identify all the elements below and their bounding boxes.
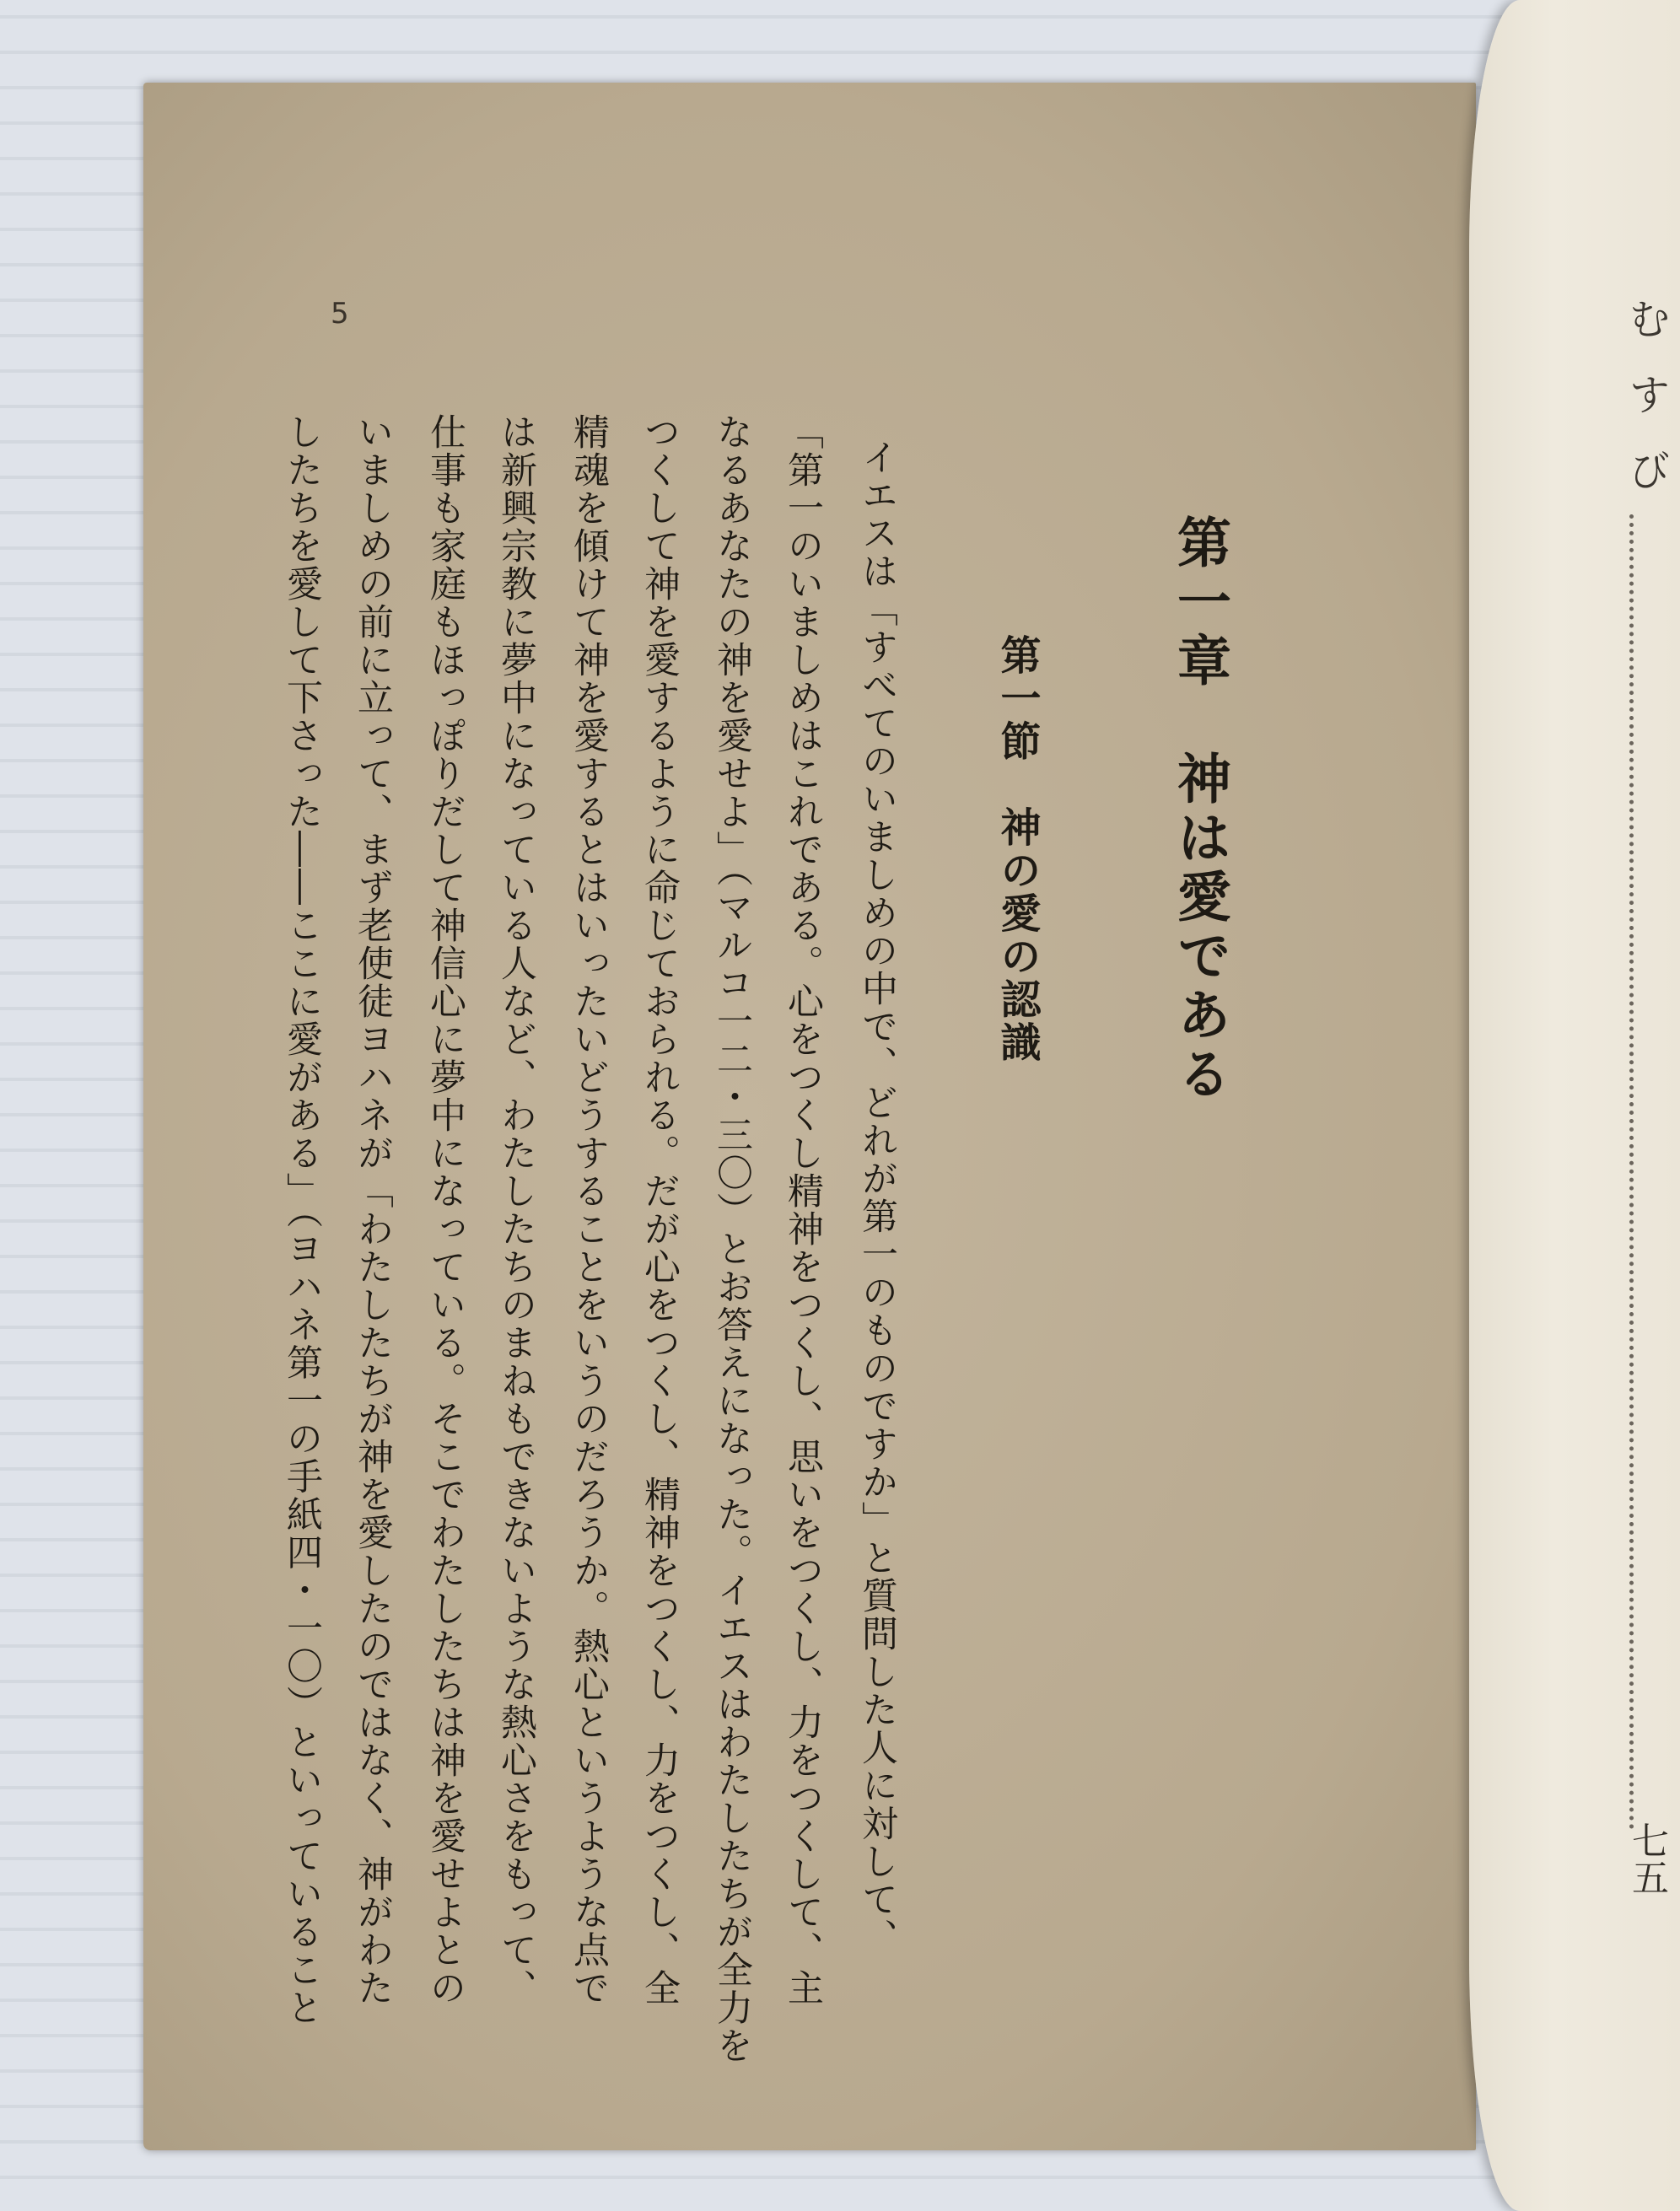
next-page-number: 七五	[1625, 1821, 1668, 1896]
paragraph-line: 仕事も家庭もほっぽりだして神信心に夢中になっている。そこでわたしたちは神を愛せよとの	[424, 413, 466, 2007]
paragraph-line: イエスは「すべてのいましめの中で、どれが第一のものですか」と質問した人に対して、	[856, 438, 898, 1956]
toc-leader-dots	[1629, 514, 1634, 1830]
paragraph-line: したちを愛して下さった――ここに愛がある」（ヨハネ第一の手紙四・一〇）といっていること	[281, 413, 323, 2027]
chapter-title: 第一章 神は愛である	[1168, 514, 1231, 1105]
paragraph-line: つくして神を愛するように命じておられる。だが心をつくし、精神をつくし、力をつくし、全	[638, 413, 681, 2007]
section-title: 第一節 神の愛の認識	[993, 634, 1041, 1064]
page-number: 5	[331, 297, 349, 331]
paragraph-line: は新興宗教に夢中になっている人など、わたしたちのまねもできないような熱心さをもって、	[495, 413, 537, 2007]
next-page-title: むすび	[1622, 297, 1671, 525]
paragraph-line: 精魂を傾けて神を愛するとはいったいどうすることをいうのだろうか。熱心というような点で	[568, 413, 610, 2007]
paragraph-line: なるあなたの神を愛せよ」（マルコ一二・三〇）とお答えになった。イエスはわたしたちが全力を	[711, 413, 753, 2065]
paragraph-line: いましめの前に立って、まず老使徒ヨハネが「わたしたちが神を愛したのではなく、神がわた	[352, 413, 394, 2007]
paragraph-line: 「第一のいましめはこれである。心をつくし精神をつくし、思いをつくし、力をつくして、主	[782, 413, 824, 2007]
